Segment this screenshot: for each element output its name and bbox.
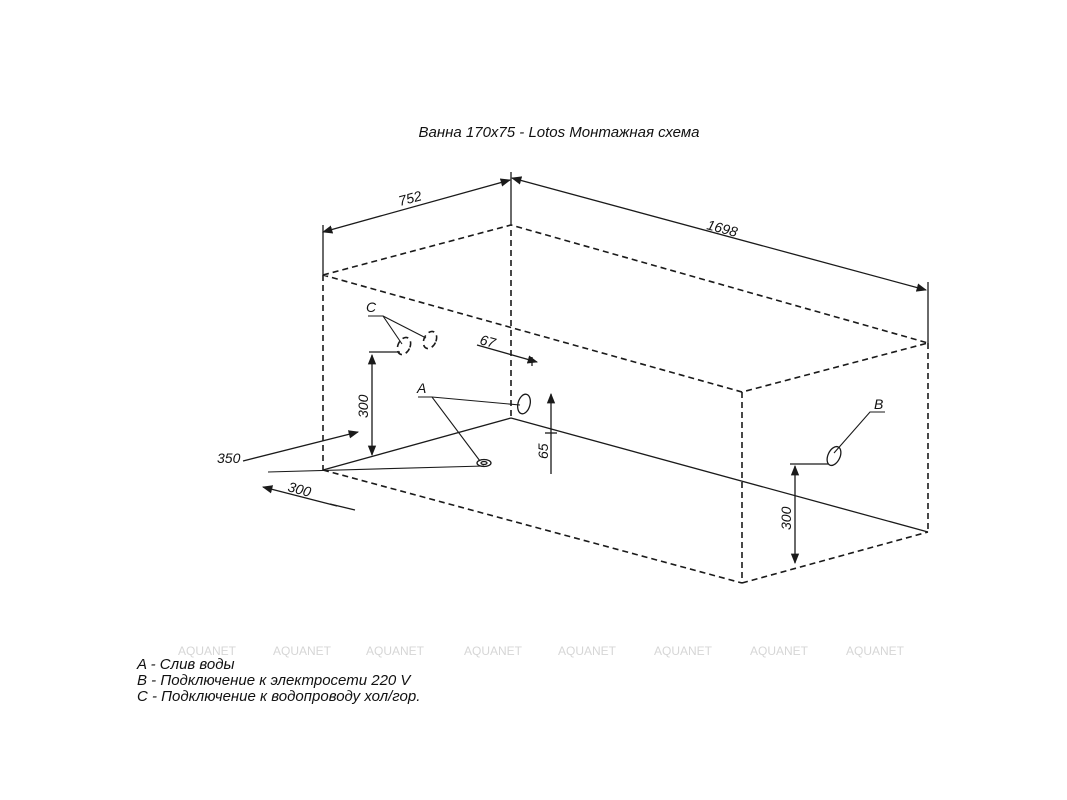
dimension-label-a-offset: 67 (478, 331, 498, 351)
watermark-5: AQUANET (558, 644, 617, 658)
dimension-label-length: 1698 (705, 216, 740, 240)
dimension-67 (477, 331, 537, 366)
legend-item-a: A - Слив воды (137, 656, 235, 673)
watermark-6: AQUANET (654, 644, 713, 658)
marker-a-label: A (417, 380, 427, 396)
legend-item-c: C - Подключение к водопроводу хол/гор. (137, 688, 421, 705)
dimension-label-a-rise: 65 (535, 443, 551, 459)
diagram-title: Ванна 170х75 - Lotos Монтажная схема (418, 124, 700, 141)
watermark-8: AQUANET (846, 644, 905, 658)
marker-a (268, 380, 532, 472)
legend-item-b: B - Подключение к электросети 220 V (137, 672, 411, 689)
watermark-7: AQUANET (750, 644, 809, 658)
bathtub-outline (323, 225, 928, 583)
cold-water-inlet-icon (395, 335, 413, 356)
legend (137, 657, 420, 705)
dimension-label-a-side: 350 (217, 450, 241, 466)
dimension-350 (217, 432, 358, 466)
dimension-label-a-depth: 300 (286, 478, 313, 500)
dimension-1698 (512, 178, 928, 343)
watermark-2: AQUANET (273, 644, 332, 658)
marker-c-label: C (366, 299, 377, 315)
dimension-300-a (263, 478, 355, 510)
dimension-label-b-height: 300 (778, 506, 794, 530)
marker-b-label: B (874, 396, 884, 412)
watermark-4: AQUANET (464, 644, 523, 658)
watermark-row (178, 644, 905, 658)
dimension-label-width: 752 (396, 187, 424, 209)
dimension-752 (323, 172, 511, 275)
marker-b (778, 396, 885, 563)
overflow-icon (516, 393, 533, 415)
watermark-3: AQUANET (366, 644, 425, 658)
watermark-1: AQUANET (178, 644, 237, 658)
dimension-65 (535, 394, 557, 474)
marker-c (355, 299, 439, 455)
dimension-label-c-height: 300 (355, 394, 371, 418)
hot-water-inlet-icon (421, 329, 439, 350)
